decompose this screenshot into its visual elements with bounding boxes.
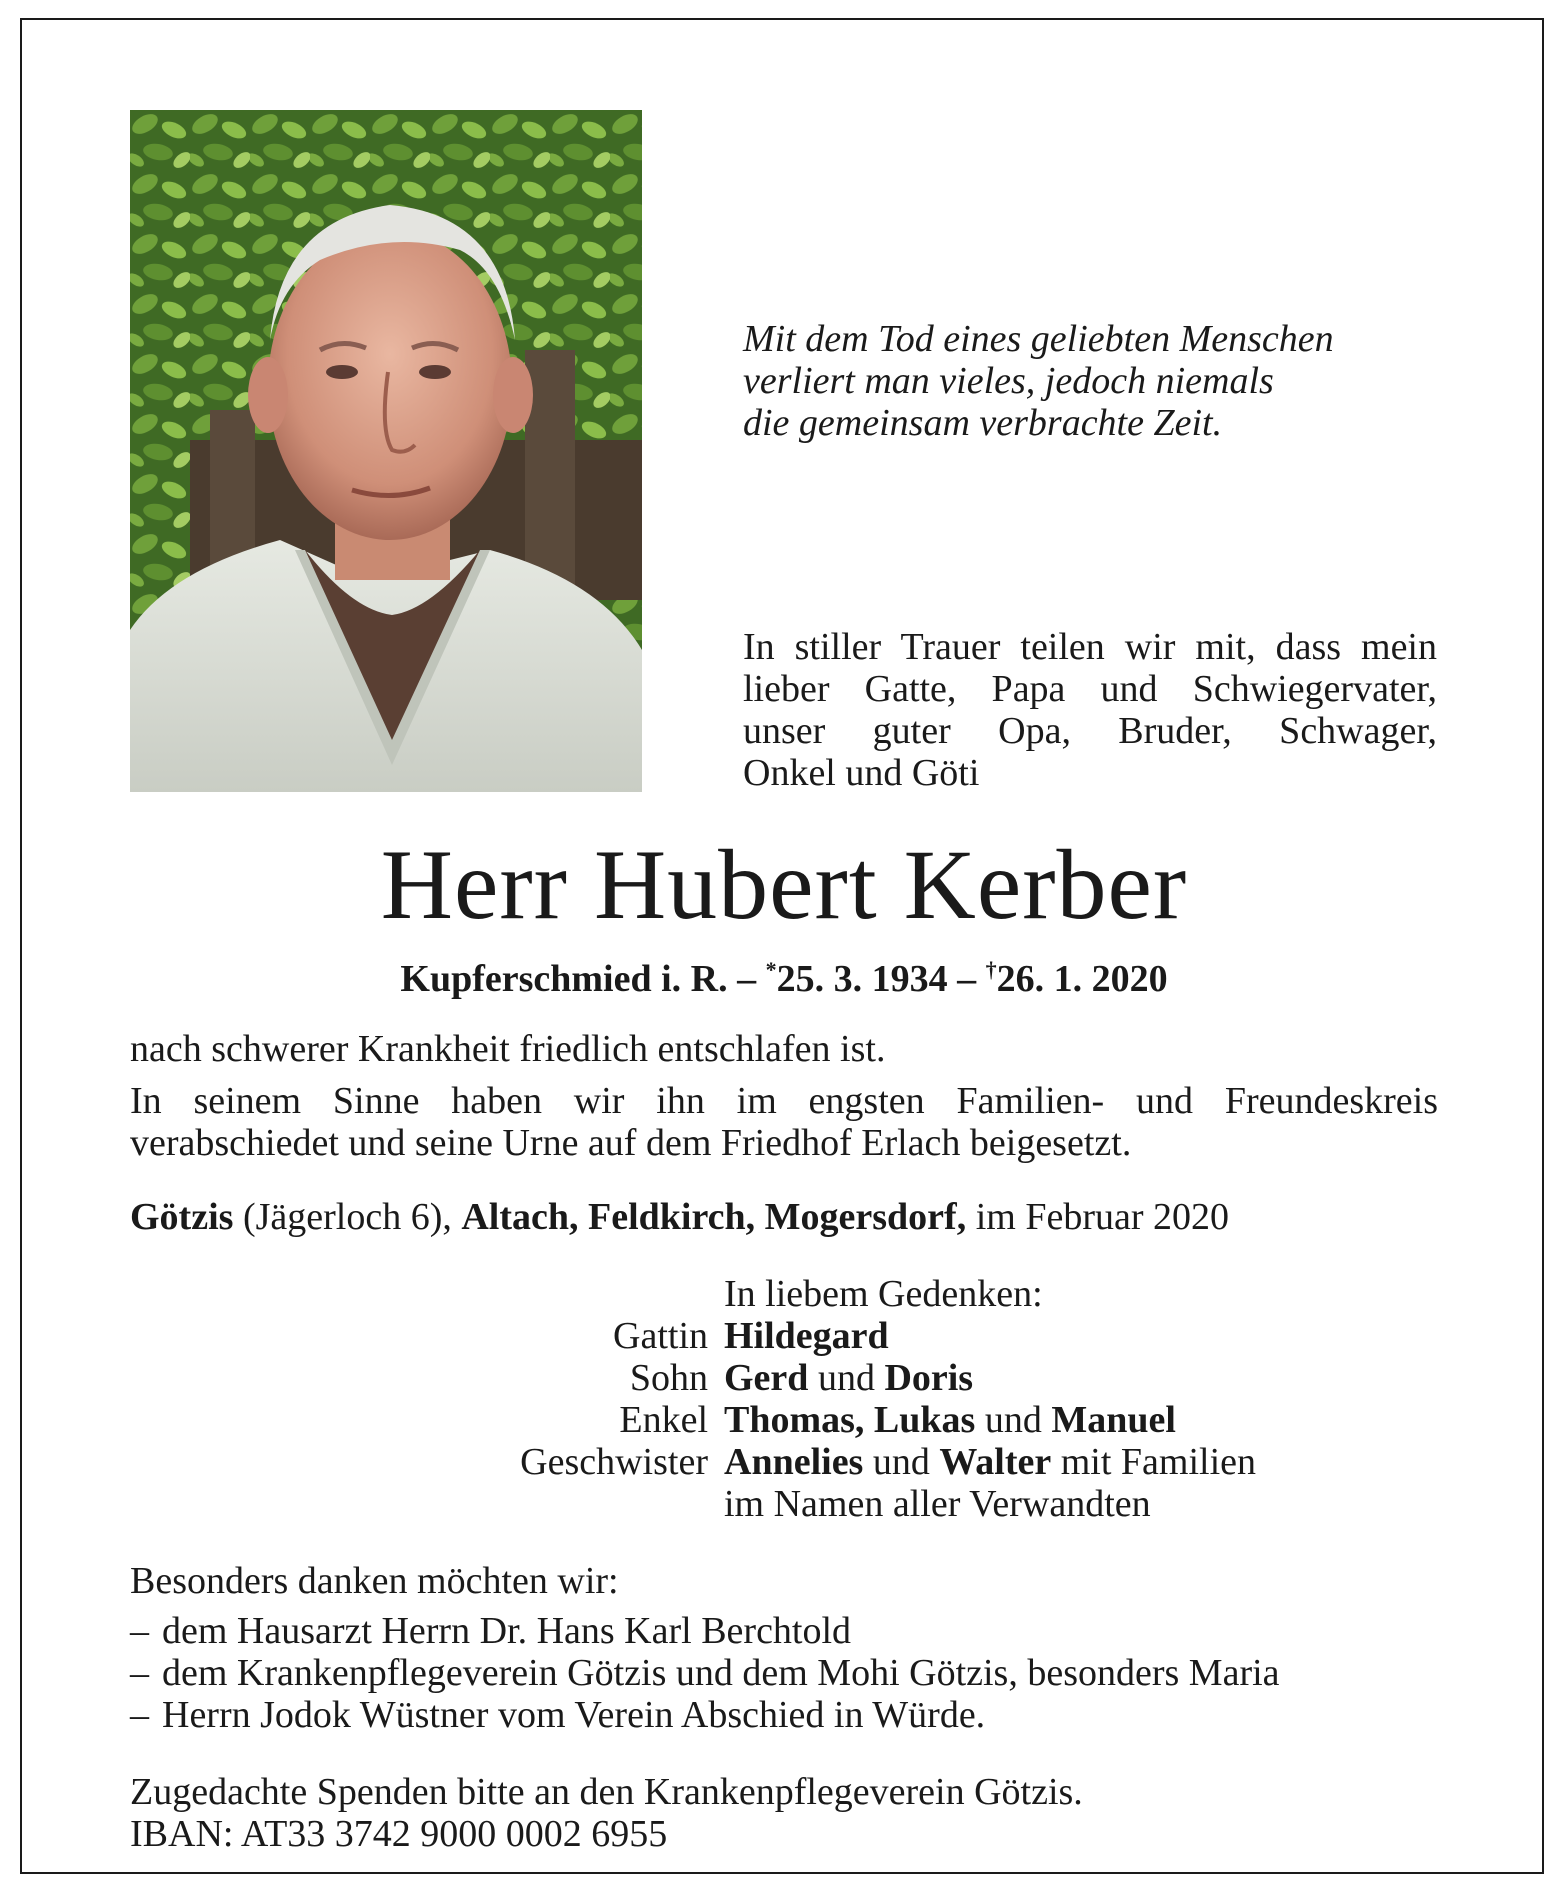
- notice-date: im Februar 2020: [975, 1196, 1229, 1238]
- thanks-item: – Herrn Jodok Wüstner vom Verein Abschied in Würde.: [130, 1694, 986, 1736]
- intro-line: Onkel und Göti: [743, 752, 980, 794]
- bullet-dash: –: [130, 1694, 149, 1736]
- quote-line: Mit dem Tod eines geliebten Menschen: [743, 318, 1334, 360]
- announcement-intro: [743, 626, 1437, 794]
- quote-line: die gemeinsam verbrachte Zeit.: [743, 402, 1223, 444]
- birth-symbol: *: [765, 957, 777, 982]
- iban-line: [130, 1813, 1470, 1855]
- donation-text: Zugedachte Spenden bitte an den Krankenpflegeverein Götzis.: [130, 1771, 1083, 1813]
- quote-line: verliert man vieles, jedoch niemals: [743, 360, 1274, 402]
- conjunction: und: [872, 1441, 930, 1483]
- siblings-suffix: mit Familien: [1060, 1441, 1256, 1483]
- mourner-name: Gerd: [724, 1357, 809, 1399]
- thanks-item: – dem Hausarzt Herrn Dr. Hans Karl Berchtold: [130, 1610, 852, 1652]
- mourner-name: Manuel: [1051, 1399, 1176, 1441]
- address: (Jägerloch 6),: [242, 1196, 452, 1238]
- relation-label: Gattin: [613, 1315, 708, 1357]
- mourner-row: [430, 1399, 1530, 1441]
- intro-line: unser guter Opa, Bruder, Schwager,: [743, 710, 1437, 752]
- occupation: Kupferschmied i. R.: [400, 958, 728, 1000]
- burial-line: In seinem Sinne haben wir ihn im engsten Familien- und Freundeskreis: [130, 1080, 1438, 1122]
- thanks-heading: Besonders danken möchten wir:: [130, 1560, 619, 1602]
- conjunction: und: [817, 1357, 875, 1399]
- birth-date: 25. 3. 1934: [776, 958, 948, 1000]
- place-date: [130, 1196, 1438, 1238]
- mourners-list: [430, 1273, 1530, 1525]
- donation-info: [130, 1771, 1470, 1855]
- mourner-row: [430, 1315, 1530, 1357]
- mourners-closing: im Namen aller Verwandten: [724, 1483, 1151, 1525]
- bullet-dash: –: [130, 1610, 149, 1652]
- portrait-photo: [130, 110, 642, 792]
- deceased-dates: [0, 948, 1568, 1001]
- burial-line: verabschiedet und seine Urne auf dem Friedhof Erlach beigesetzt.: [130, 1122, 1132, 1164]
- mourner-name: Hildegard: [724, 1315, 889, 1357]
- relation-label: Geschwister: [520, 1441, 708, 1483]
- relation-label: Sohn: [629, 1357, 708, 1399]
- mourner-name: Annelies: [724, 1441, 864, 1483]
- iban-number: AT33 3742 9000 0002 6955: [240, 1813, 668, 1855]
- intro-line: lieber Gatte, Papa und Schwiegervater,: [743, 668, 1437, 710]
- memorial-quote: [743, 318, 1463, 444]
- iban-label: IBAN:: [130, 1813, 234, 1855]
- mourner-row: [430, 1441, 1530, 1483]
- death-date: 26. 1. 2020: [996, 958, 1168, 1000]
- thanks-item: – dem Krankenpflegeverein Götzis und dem Mohi Götzis, besonders Maria: [130, 1652, 1280, 1694]
- burial-text: [130, 1080, 1438, 1164]
- thanks-section: [130, 1560, 1470, 1736]
- other-towns: Altach, Feldkirch, Mogersdorf,: [461, 1196, 967, 1238]
- separator: –: [957, 958, 977, 1000]
- bullet-dash: –: [130, 1652, 149, 1694]
- mourner-row: [430, 1357, 1530, 1399]
- intro-line: In stiller Trauer teilen wir mit, dass mein: [743, 626, 1437, 668]
- passing-text: nach schwerer Krankheit friedlich entschlafen ist.: [130, 1028, 886, 1070]
- death-symbol: †: [985, 957, 997, 982]
- mourners-heading: In liebem Gedenken:: [724, 1273, 1043, 1315]
- conjunction: und: [984, 1399, 1042, 1441]
- mourner-name: Walter: [939, 1441, 1052, 1483]
- mourner-name: Thomas, Lukas: [724, 1399, 976, 1441]
- mourner-name: Doris: [884, 1357, 974, 1399]
- relation-label: Enkel: [619, 1399, 708, 1441]
- town: Götzis: [130, 1196, 234, 1238]
- separator: –: [737, 958, 757, 1000]
- deceased-name: Herr Hubert Kerber: [380, 829, 1188, 940]
